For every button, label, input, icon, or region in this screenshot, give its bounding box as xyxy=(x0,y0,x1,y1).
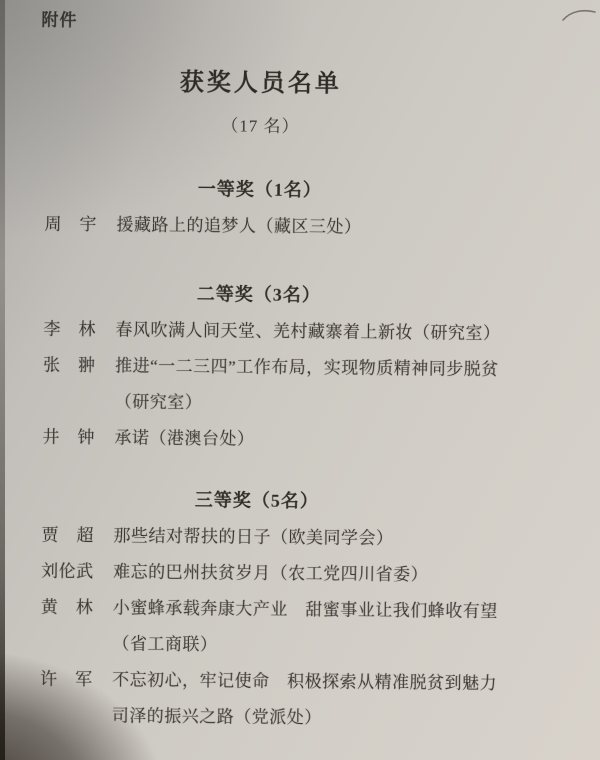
winner-work-title: 承诺（港澳台处） xyxy=(114,428,255,449)
third-prize-entries xyxy=(0,517,599,739)
winner-work-title: 推进“一二三四”工作布局，实现物质精神同步脱贫 xyxy=(115,356,499,379)
winner-work-title: 春风吹满人间天堂、羌村藏寨着上新妆（研究室） xyxy=(115,320,501,343)
winner-work-title-continued: （研究室） xyxy=(114,392,203,413)
winner-row xyxy=(1,206,600,248)
winner-row xyxy=(0,589,598,631)
winner-name: 张 翀 xyxy=(43,355,96,376)
first-prize-header: 一等奖（1名） xyxy=(197,179,322,201)
winner-work-title: 不忘初心，牢记使命 积极探索从精准脱贫到魅力 xyxy=(112,670,498,693)
pen-stroke-mark xyxy=(561,6,599,28)
winner-name: 周 宇 xyxy=(44,214,98,235)
winner-work-title-continued: （省工商联） xyxy=(112,634,218,655)
first-prize-entries xyxy=(1,206,600,248)
section-second-prize xyxy=(0,278,600,461)
winner-row-continuation xyxy=(0,697,597,739)
winner-row xyxy=(0,311,600,353)
section-third-prize xyxy=(0,484,599,739)
winner-row-continuation xyxy=(0,383,600,425)
attachment-label: 附件 xyxy=(41,10,78,30)
winner-row xyxy=(0,553,598,595)
winner-row xyxy=(0,419,600,461)
winner-row xyxy=(0,347,600,389)
winner-row-continuation xyxy=(0,625,598,667)
winner-work-title: 难忘的巴州扶贫岁月（农工党四川省委） xyxy=(113,562,429,585)
second-prize-header: 二等奖（3名） xyxy=(196,284,321,306)
section-first-prize xyxy=(1,173,600,248)
page-title: 获奖人员名单 xyxy=(179,69,342,98)
winner-name: 李 林 xyxy=(43,319,97,340)
winner-work-title: 那些结对帮扶的日子（欧美同学会） xyxy=(113,526,394,548)
winner-work-title: 援藏路上的追梦人（藏区三处） xyxy=(116,215,362,237)
winner-count: （17 名） xyxy=(221,116,300,136)
winner-name: 刘伦武 xyxy=(41,561,94,582)
winner-name: 许 军 xyxy=(40,669,93,690)
winner-name: 井 钟 xyxy=(42,427,96,448)
winner-row xyxy=(0,517,599,559)
winner-row xyxy=(0,661,597,703)
second-prize-entries xyxy=(0,311,600,461)
winner-name: 黄 林 xyxy=(40,597,94,618)
winner-work-title: 小蜜蜂承载奔康大产业 甜蜜事业让我们蜂收有望 xyxy=(112,598,498,621)
winner-name: 贾 超 xyxy=(41,525,95,546)
third-prize-header: 三等奖（5名） xyxy=(194,489,319,512)
winner-work-title-continued: 司泽的振兴之路（党派处） xyxy=(111,706,322,728)
